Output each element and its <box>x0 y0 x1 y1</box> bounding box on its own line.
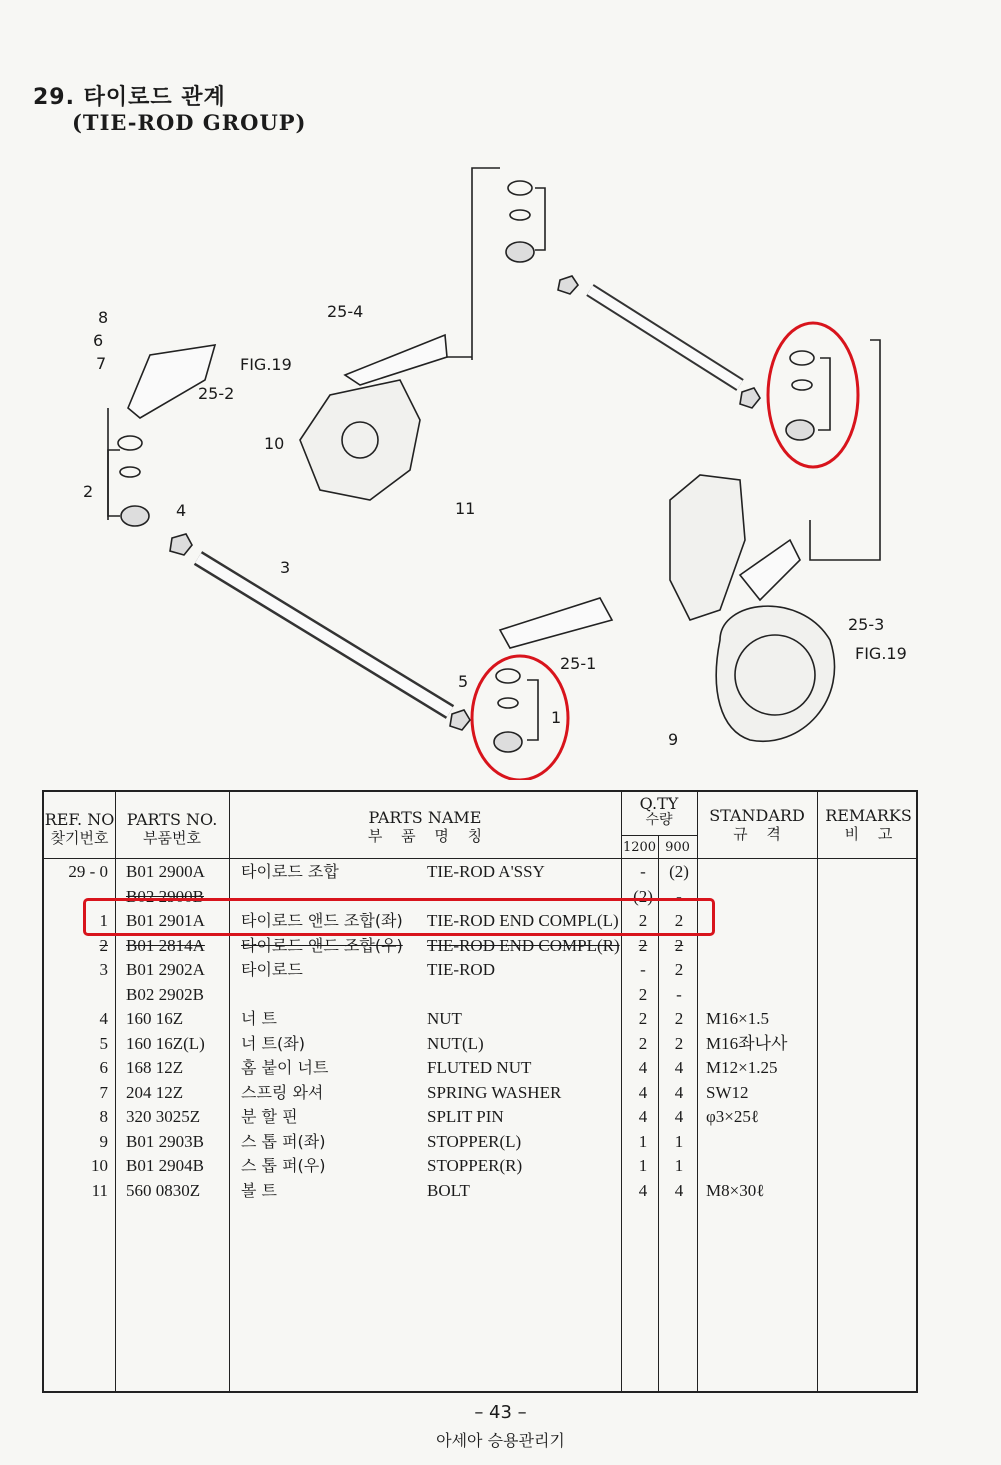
callout-label: 1 <box>551 708 562 727</box>
highlight-circle-upper <box>768 323 858 467</box>
callout-label: 6 <box>93 331 104 350</box>
page-title-korean: 29. 타이로드 관계 <box>33 85 226 110</box>
ref-cell: 5 <box>99 1033 108 1053</box>
standard-cell: SW12 <box>706 1082 749 1102</box>
parts-table <box>42 790 918 1393</box>
name-kr-cell: 너 트 <box>241 1009 277 1028</box>
callout-label: 25-3 <box>848 615 885 634</box>
qty-900-cell: (2) <box>669 862 689 881</box>
standard-cell: φ3×25ℓ <box>706 1107 760 1126</box>
part-no-cell: 168 12Z <box>126 1058 184 1077</box>
part-no-cell: B01 2814A <box>126 935 205 955</box>
header-remarks: REMARKS 비 고 <box>825 806 912 843</box>
qty-1200-cell: 4 <box>638 1107 648 1126</box>
ref-cell: 6 <box>99 1058 108 1077</box>
name-en-cell: SPLIT PIN <box>427 1107 504 1126</box>
qty-900-cell: 2 <box>674 911 684 930</box>
ref-cell: 9 <box>99 1131 108 1151</box>
qty-900-cell: - <box>676 886 682 906</box>
qty-1200-cell: 2 <box>638 1033 648 1053</box>
name-en-cell: BOLT <box>427 1180 470 1200</box>
page-title-english: (TIE-ROD GROUP) <box>72 110 307 135</box>
part-no-cell: 560 0830Z <box>126 1180 201 1200</box>
name-kr-cell: 볼 트 <box>241 1180 277 1200</box>
name-en-cell: TIE-ROD END COMPL(L) <box>427 911 619 930</box>
callout-label: 7 <box>96 354 107 373</box>
qty-900-cell: 1 <box>674 1131 684 1151</box>
qty-1200-cell: - <box>640 960 646 979</box>
callout-label: 8 <box>98 308 109 327</box>
name-en-cell: TIE-ROD <box>427 960 495 979</box>
part-no-cell: B02 2900B <box>126 886 204 906</box>
ref-cell: 10 <box>91 1156 108 1175</box>
table-row <box>44 960 920 985</box>
ref-cell: 7 <box>99 1082 108 1102</box>
exploded-diagram <box>0 160 1001 780</box>
header-part-no: PARTS NO. 부품번호 <box>126 810 218 847</box>
qty-1200-cell: - <box>640 862 646 881</box>
part-no-cell: 320 3025Z <box>126 1107 201 1126</box>
header-standard: STANDARD 규 격 <box>709 806 805 843</box>
callout-label: FIG.19 <box>855 644 907 663</box>
callout-label: FIG.19 <box>240 355 292 374</box>
table-row <box>44 1132 920 1157</box>
qty-1200-cell: 1 <box>638 1156 648 1175</box>
header-parts-name: PARTS NAME 부 품 명 칭 <box>367 808 483 845</box>
name-en-cell: NUT <box>427 1009 462 1028</box>
table-row <box>44 862 920 887</box>
callout-label: 5 <box>458 672 469 691</box>
ref-cell: 1 <box>99 911 108 930</box>
name-kr-cell: 타이로드 앤드 조합(우) <box>241 935 403 955</box>
name-kr-cell: 타이로드 앤드 조합(좌) <box>241 911 403 930</box>
qty-1200-cell: (2) <box>633 886 653 906</box>
header-qty: Q.TY 수량 <box>639 794 679 828</box>
name-kr-cell: 스 톱 퍼(우) <box>241 1156 326 1175</box>
qty-1200-cell: 2 <box>638 1009 648 1028</box>
qty-1200-cell: 4 <box>638 1058 648 1077</box>
name-en-cell: STOPPER(R) <box>427 1156 523 1175</box>
name-en-cell: FLUTED NUT <box>427 1058 532 1077</box>
name-en-cell: TIE-ROD A'SSY <box>427 862 545 881</box>
qty-900-cell: 1 <box>674 1156 684 1175</box>
qty-900-cell: 2 <box>674 935 684 955</box>
name-kr-cell: 타이로드 조합 <box>241 862 339 881</box>
qty-900-cell: 2 <box>674 960 684 979</box>
ref-cell: 29 - 0 <box>68 862 108 881</box>
header-ref: REF. NO 찾기번호 <box>44 810 115 847</box>
part-no-cell: B01 2903B <box>126 1131 204 1151</box>
qty-900-cell: 2 <box>674 1033 684 1053</box>
part-no-cell: B01 2900A <box>126 862 205 881</box>
part-no-cell: B02 2902B <box>126 984 204 1004</box>
table-row <box>44 1107 920 1132</box>
highlight-box <box>83 898 715 936</box>
qty-900-cell: 4 <box>674 1058 684 1077</box>
ref-cell: 3 <box>99 960 108 979</box>
name-en-cell: TIE-ROD END COMPL(R) <box>427 935 620 955</box>
qty-900-cell: 4 <box>674 1180 684 1200</box>
standard-cell: M8×30ℓ <box>706 1180 765 1200</box>
name-en-cell: STOPPER(L) <box>427 1131 522 1151</box>
part-no-cell: B01 2901A <box>126 911 205 930</box>
name-kr-cell: 스프링 와셔 <box>241 1082 324 1102</box>
standard-cell: M16좌나사 <box>706 1033 788 1053</box>
standard-cell: M12×1.25 <box>706 1058 778 1077</box>
name-kr-cell: 스 톱 퍼(좌) <box>241 1131 326 1151</box>
callout-label: 25-2 <box>198 384 235 403</box>
standard-cell: M16×1.5 <box>706 1009 769 1028</box>
part-no-cell: 204 12Z <box>126 1082 184 1102</box>
qty-1200-cell: 4 <box>638 1180 648 1200</box>
ref-cell: 11 <box>91 1180 108 1200</box>
part-no-cell: 160 16Z(L) <box>126 1033 205 1053</box>
name-kr-cell: 홈 붙이 너트 <box>241 1058 329 1077</box>
qty-900-cell: 2 <box>674 1009 684 1028</box>
qty-900-cell: 4 <box>674 1082 684 1102</box>
callout-label: 25-4 <box>327 302 364 321</box>
table-row <box>44 985 920 1010</box>
table-row <box>44 1083 920 1108</box>
ref-cell: 8 <box>99 1107 108 1126</box>
callout-label: 4 <box>176 501 187 520</box>
name-kr-cell: 너 트(좌) <box>241 1033 305 1053</box>
callout-label: 9 <box>668 730 679 749</box>
name-en-cell: NUT(L) <box>427 1033 484 1053</box>
callout-label: 10 <box>264 434 285 453</box>
qty-1200-cell: 2 <box>638 984 648 1004</box>
table-row <box>44 1156 920 1181</box>
header-qty-1200: 1200 <box>622 840 657 855</box>
part-no-cell: 160 16Z <box>126 1009 184 1028</box>
qty-900-cell: - <box>676 984 682 1004</box>
callout-label: 11 <box>455 499 476 518</box>
publisher-footer: 아세아 승용관리기 <box>436 1431 565 1450</box>
part-no-cell: B01 2904B <box>126 1156 204 1175</box>
callout-label: 2 <box>83 482 94 501</box>
table-row <box>44 1034 920 1059</box>
ref-cell: 4 <box>99 1009 108 1028</box>
table-row <box>44 1181 920 1206</box>
header-qty-900: 900 <box>665 840 690 855</box>
callout-label: 25-1 <box>560 654 597 673</box>
name-kr-cell: 타이로드 <box>241 960 303 979</box>
page-number: – 43 – <box>474 1402 527 1423</box>
name-kr-cell: 분 할 핀 <box>241 1107 298 1126</box>
part-no-cell: B01 2902A <box>126 960 205 979</box>
qty-1200-cell: 2 <box>638 935 648 955</box>
ref-cell: 2 <box>99 935 108 955</box>
name-en-cell: SPRING WASHER <box>427 1082 562 1102</box>
table-row <box>44 936 920 961</box>
callout-label: 3 <box>280 558 291 577</box>
qty-1200-cell: 4 <box>638 1082 648 1102</box>
table-row <box>44 1058 920 1083</box>
qty-1200-cell: 2 <box>638 911 648 930</box>
qty-1200-cell: 1 <box>638 1131 648 1151</box>
qty-900-cell: 4 <box>674 1107 684 1126</box>
table-row <box>44 1009 920 1034</box>
